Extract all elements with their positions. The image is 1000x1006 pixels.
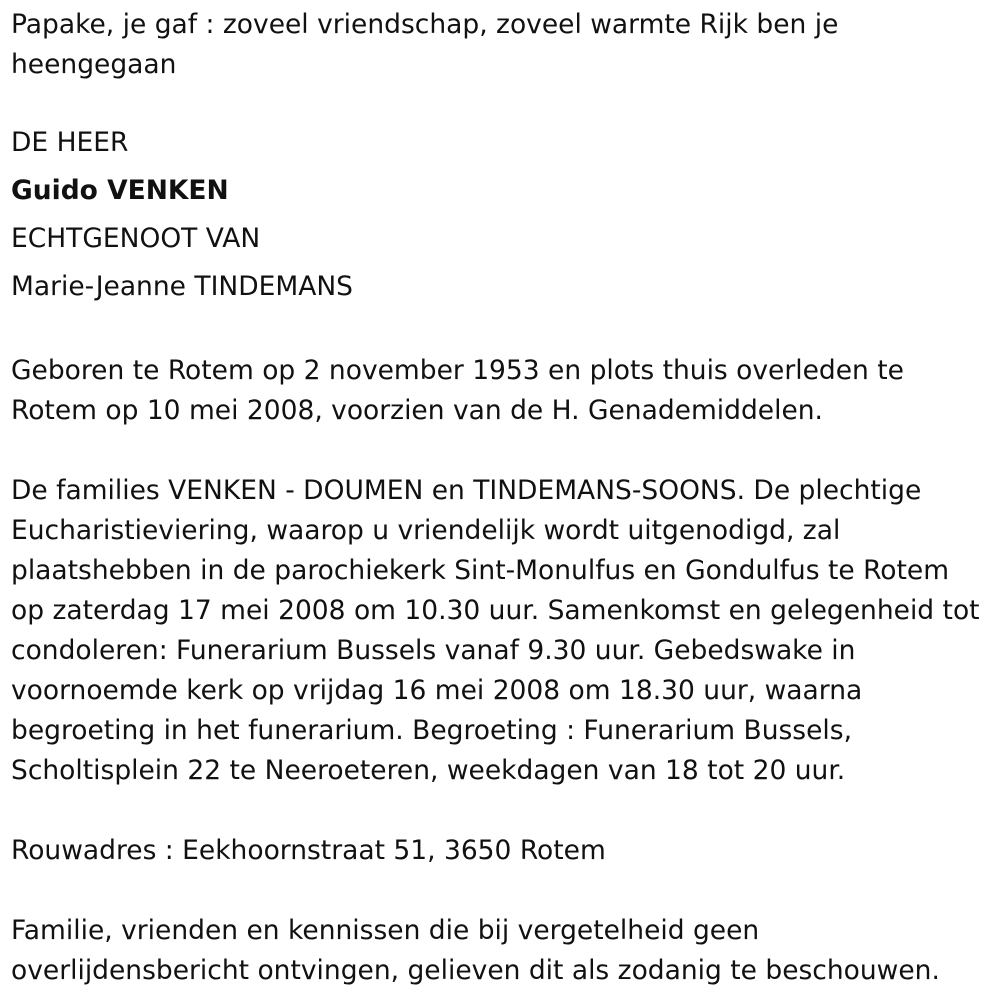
intro-text: Papake, je gaf : zoveel vriendschap, zoveel warmte Rijk ben je heengegaan bbox=[11, 9, 839, 80]
closing-text: Familie, vrienden en kennissen die bij vergetelheid geen overlijdensbericht ontvingen, gelieven dit als zodanig te beschouwen. bbox=[11, 915, 940, 986]
families-text: De families VENKEN - DOUMEN en TINDEMANS-SOONS. De plechtige Eucharistieviering, waarop u vriendelijk wordt uitgenodigd, zal plaatshebben in de parochiekerk Sint-Monulfus en Gondulfus te Rotem op zaterdag 17 mei 2008 om 10.30 uur. Samenkomst en gelegenheid tot condoleren: Funerarium Bussels vanaf 9.30 uur. Gebedswake in voornoemde kerk op vrijdag 16 mei 2008 om 18.30 uur, waarna begroeting in het funerarium. Begroeting : Funerarium Bussels, Scholtisplein 22 te Neeroeteren, weekdagen van 18 tot 20 uur. bbox=[11, 475, 980, 786]
birth-death-text: Geboren te Rotem op 2 november 1953 en plots thuis overleden te Rotem op 10 mei 2008, voorzien van de H. Genademiddelen. bbox=[11, 355, 904, 426]
deceased-block bbox=[11, 119, 990, 311]
address-text: Rouwadres : Eekhoornstraat 51, 3650 Rotem bbox=[11, 835, 606, 866]
deceased-name: Guido VENKEN bbox=[11, 175, 229, 206]
spouse-name: Marie-Jeanne TINDEMANS bbox=[11, 271, 353, 302]
spouse-label: ECHTGENOOT VAN bbox=[11, 223, 261, 254]
title-text: DE HEER bbox=[11, 127, 129, 158]
